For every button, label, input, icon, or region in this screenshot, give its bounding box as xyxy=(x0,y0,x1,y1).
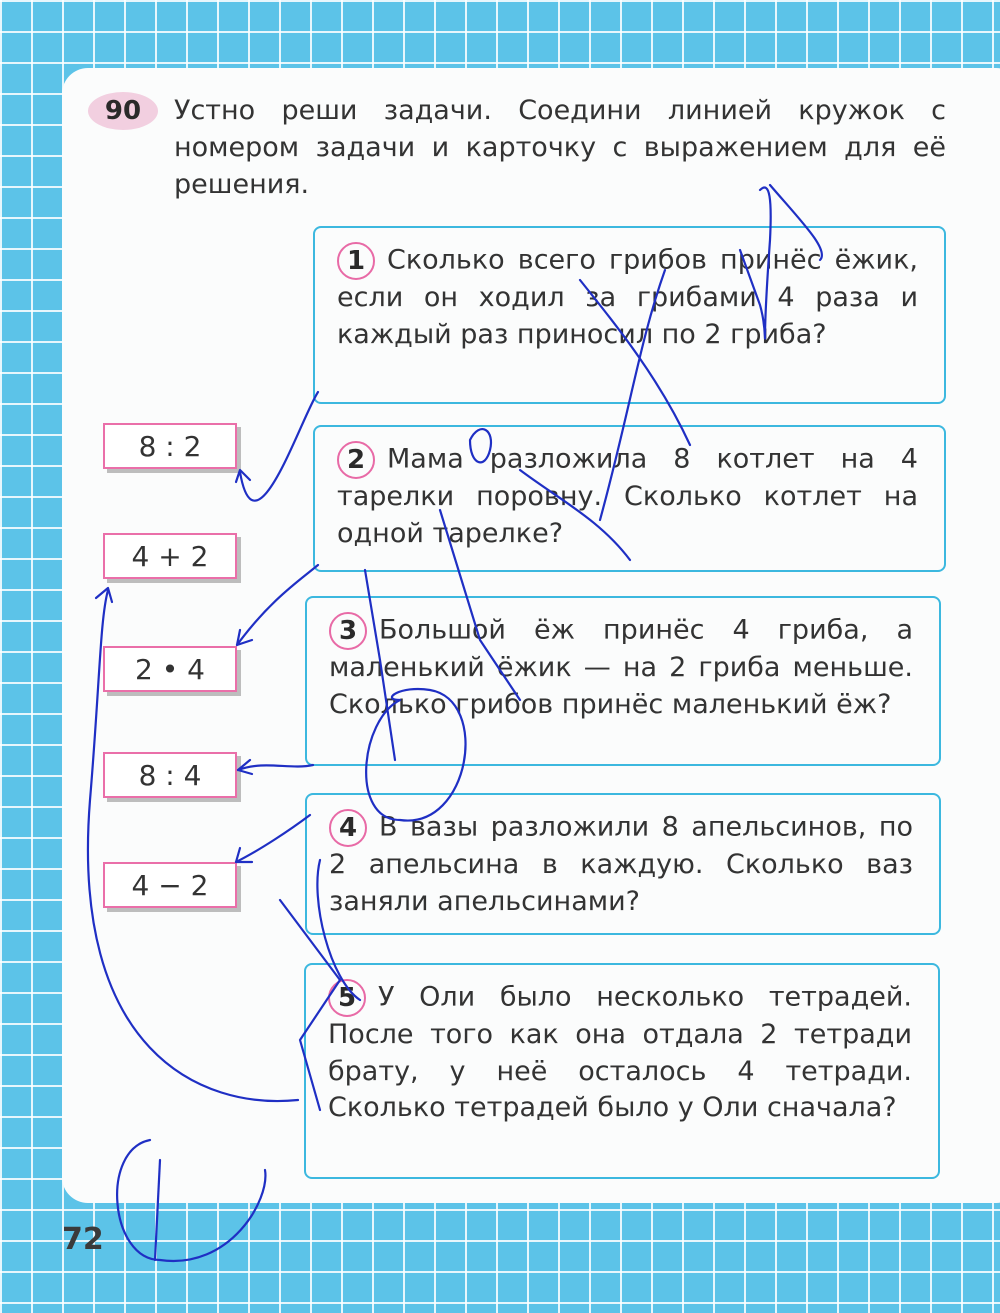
page-number: 72 xyxy=(62,1222,104,1257)
expression-card-5[interactable]: 4 − 2 xyxy=(103,862,237,908)
expression-card-1[interactable]: 8 : 2 xyxy=(103,423,237,469)
problem-number-circle[interactable]: 1 xyxy=(337,242,375,280)
problem-number-circle[interactable]: 4 xyxy=(329,809,367,847)
problem-number-circle[interactable]: 5 xyxy=(328,979,366,1017)
problem-text: Сколько всего грибов принёс ёжик, если он ходил за грибами 4 раза и каждый раз приносил по 2 гриба? xyxy=(337,244,918,350)
problem-box-4[interactable] xyxy=(305,793,941,935)
problem-box-3[interactable] xyxy=(305,596,941,766)
problem-number-circle[interactable]: 3 xyxy=(329,612,367,650)
task-instruction: Устно реши задачи. Соедини линией кружок с номером задачи и карточку с выражением для её решения. xyxy=(174,95,946,200)
problem-text: У Оли было несколько тетрадей. После того как она отдала 2 тетради брату, у неё осталось 4 тетради. Сколько тетрадей было у Оли сначала? xyxy=(328,981,912,1123)
problem-box-5[interactable] xyxy=(304,963,940,1179)
expression-card-2[interactable]: 4 + 2 xyxy=(103,533,237,579)
expression-card-3[interactable]: 2 • 4 xyxy=(103,646,237,692)
problem-text: Большой ёж принёс 4 гриба, а маленький ёжик — на 2 гриба меньше. Сколько грибов принёс маленький ёж? xyxy=(329,614,913,720)
task-number-badge: 90 xyxy=(88,92,158,130)
expression-card-4[interactable]: 8 : 4 xyxy=(103,752,237,798)
problem-text: Мама разложила 8 котлет на 4 тарелки поровну. Сколько котлет на одной тарелке? xyxy=(337,443,918,549)
problem-number-circle[interactable]: 2 xyxy=(337,441,375,479)
problem-text: В вазы разложили 8 апельсинов, по 2 апельсина в каждую. Сколько ваз заняли апельсинами? xyxy=(329,811,913,917)
problem-box-2[interactable] xyxy=(313,425,946,572)
problem-box-1[interactable] xyxy=(313,226,946,404)
